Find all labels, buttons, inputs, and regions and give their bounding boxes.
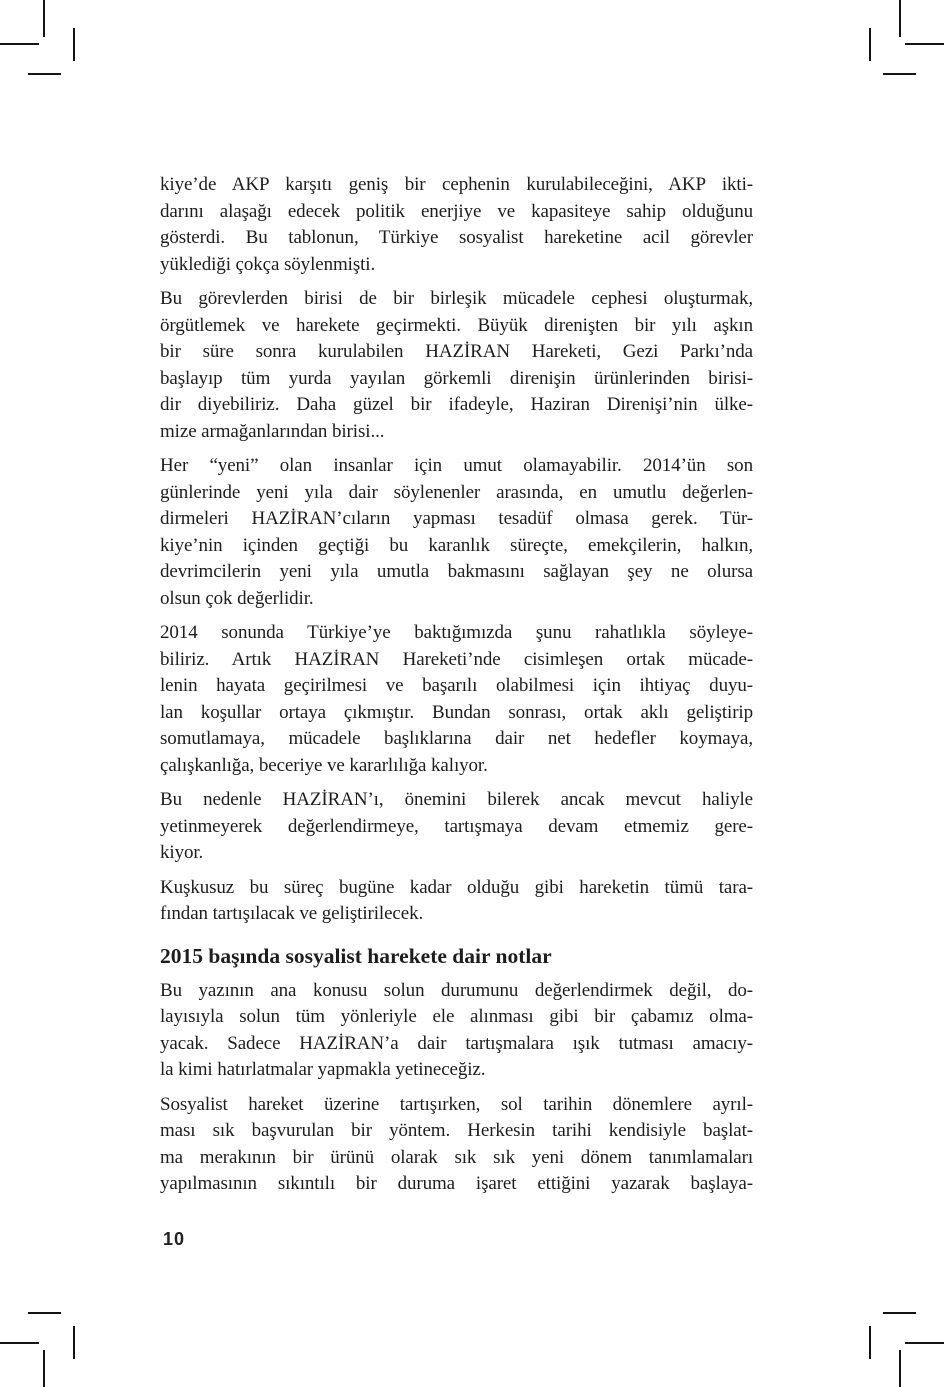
crop-mark-icon: [43, 0, 45, 37]
crop-mark-icon: [869, 28, 871, 61]
text-line: lenin hayata geçirilmesi ve başarılı olabilmesi için ihtiyaç duyu-: [160, 675, 753, 696]
text-line: günlerinde yeni yıla dair söylenenler arasında, en umutlu değerlen-: [160, 481, 753, 503]
text-line: gösterdi. Bu tablonun, Türkiye sosyalist hareketine acil görevler: [160, 227, 753, 248]
text-line: yacak. Sadece HAZİRAN’a dair tartışmalara ışık tutması amacıy-: [160, 1032, 753, 1054]
paragraph: [160, 1092, 753, 1198]
crop-mark-icon: [73, 28, 75, 61]
text-line: başlayıp tüm yurda yayılan görkemli direnişin ürünlerinden birisi-: [160, 367, 753, 389]
text-line: Her “yeni” olan insanlar için umut olamayabilir. 2014’ün son: [160, 455, 753, 476]
crop-mark-icon: [869, 1326, 871, 1359]
text-line: devrimcilerin yeni yıla umutla bakmasını sağlayan şey ne olursa: [160, 561, 753, 582]
text-line: darını alaşağı edecek politik enerjiye ve kapasiteye sahip olduğunu: [160, 200, 753, 222]
text-line: çalışkanlığa, beceriye ve kararlılığa kalıyor.: [160, 754, 488, 776]
text-line: Bu görevlerden birisi de bir birleşik mücadele cephesi oluşturmak,: [160, 288, 753, 309]
text-line: mize armağanlarından birisi...: [160, 420, 385, 442]
text-line: dir diyebiliriz. Daha güzel bir ifadeyle, Haziran Direnişi’nin ülke-: [160, 394, 753, 415]
text-line: kiye’de AKP karşıtı geniş bir cephenin kurulabileceğini, AKP ikti-: [160, 174, 753, 195]
text-line: bir süre sonra kurulabilen HAZİRAN Hareketi, Gezi Parkı’nda: [160, 341, 753, 362]
crop-mark-icon: [905, 43, 944, 45]
text-line: la kimi hatırlatmalar yapmakla yetineceğiz.: [160, 1059, 486, 1080]
crop-mark-icon: [899, 1350, 901, 1387]
crop-mark-icon: [899, 0, 901, 37]
text-column: [160, 172, 753, 1198]
paragraph: [160, 787, 753, 867]
page-number: 10: [163, 1229, 186, 1249]
crop-mark-icon: [73, 1326, 75, 1359]
crop-mark-icon: [28, 73, 61, 75]
text-line: layısıyla solun tüm yönleriyle ele alınması gibi bir çabamız olma-: [160, 1006, 753, 1027]
paragraph: [160, 172, 753, 278]
section-heading: 2015 başında sosyalist harekete dair notlar: [160, 943, 552, 968]
paragraph: [160, 875, 753, 928]
text-line: kiye’nin içinden geçtiği bu karanlık süreçte, emekçilerin, halkın,: [160, 534, 753, 556]
text-line: ması sık başvurulan bir yöntem. Herkesin tarihi kendisiyle başlat-: [160, 1120, 753, 1141]
text-line: biliriz. Artık HAZİRAN Hareketi’nde cisimleşen ortak mücade-: [160, 648, 753, 670]
crop-mark-icon: [883, 73, 916, 75]
paragraph: [160, 286, 753, 445]
text-line: yapılmasının sıkıntılı bir duruma işaret ettiğini yazarak başlaya-: [160, 1173, 753, 1194]
text-line: Sosyalist hareket üzerine tartışırken, sol tarihin dönemlere ayrıl-: [160, 1093, 753, 1115]
crop-mark-icon: [0, 1342, 39, 1344]
crop-mark-icon: [0, 43, 39, 45]
crop-mark-icon: [43, 1350, 45, 1387]
text-line: kiyor.: [160, 842, 204, 863]
crop-mark-icon: [883, 1312, 916, 1314]
text-line: somutlamaya, mücadele başlıklarına dair net hedefler koymaya,: [160, 728, 753, 749]
text-line: yetinmeyerek değerlendirmeye, tartışmaya devam etmemiz gere-: [160, 815, 753, 837]
text-line: Bu nedenle HAZİRAN’ı, önemini bilerek ancak mevcut haliyle: [160, 789, 753, 810]
text-line: Kuşkusuz bu süreç bugüne kadar olduğu gibi hareketin tümü tara-: [160, 876, 753, 898]
text-line: örgütlemek ve harekete geçirmekti. Büyük direnişten bir yılı aşkın: [160, 314, 753, 336]
text-line: 2014 sonunda Türkiye’ye baktığımızda şunu rahatlıkla söyleye-: [160, 622, 753, 643]
text-line: ma merakının bir ürünü olarak sık sık yeni dönem tanımlamaları: [160, 1146, 753, 1168]
text-line: dirmeleri HAZİRAN’cıların yapması tesadüf olmasa gerek. Tür-: [160, 508, 753, 529]
text-line: lan koşullar ortaya çıkmıştır. Bundan sonrası, ortak aklı geliştirip: [160, 701, 753, 723]
text-line: Bu yazının ana konusu solun durumunu değerlendirmek değil, do-: [160, 979, 753, 1001]
paragraph: [160, 978, 753, 1084]
crop-mark-icon: [28, 1312, 61, 1314]
text-line: fından tartışılacak ve geliştirilecek.: [160, 903, 424, 924]
paragraph: [160, 453, 753, 612]
text-line: yüklediği çokça söylenmişti.: [160, 253, 376, 275]
text-line: olsun çok değerlidir.: [160, 587, 314, 609]
crop-mark-icon: [905, 1342, 944, 1344]
paragraph: [160, 620, 753, 779]
